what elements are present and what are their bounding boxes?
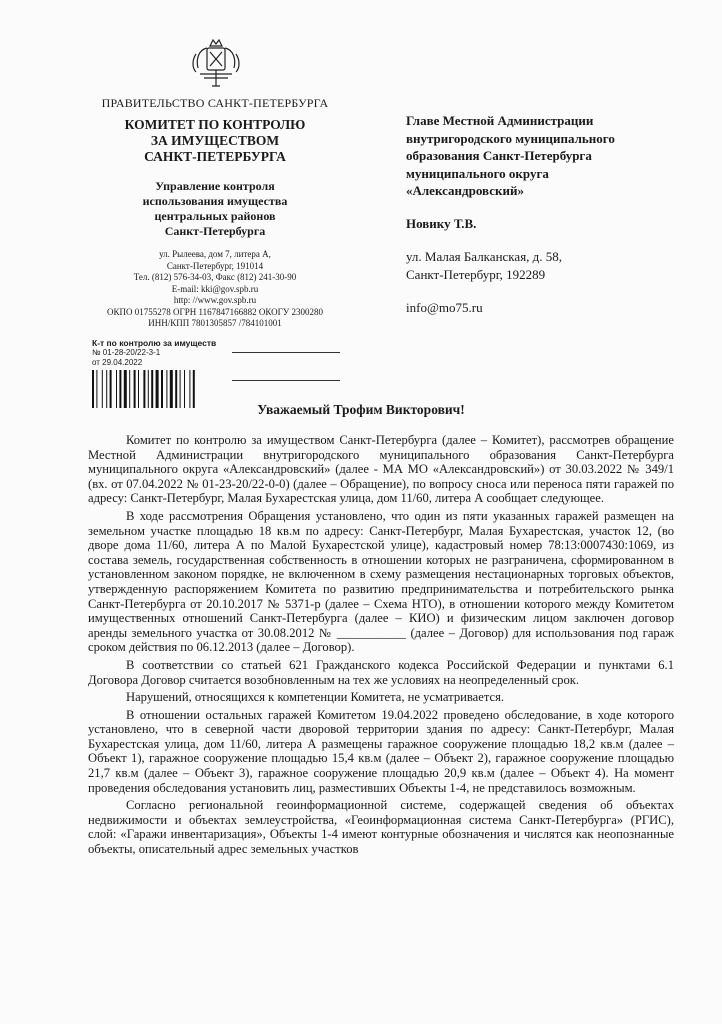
recipient-block — [406, 112, 696, 316]
paragraph: В отношении остальных гаражей Комитетом 19.04.2022 проведено обследование, в ходе которого установлено, что в северной части дворовой территории здания по адресу: Санкт-Петербург, Малая Бухарестская улица, дом 11/60, литера А размещены гаражное сооружение площадью 18,2 кв.м (далее – Объект 1), гаражное сооружение площадью 15,4 кв.м (далее – Объект 2), гаражное сооружение площадью 21,7 кв.м (далее – Объект 3), гаражное сооружение площадью 20,9 кв.м (далее – Объект 4). На момент проведения обследования установить лиц, разместивших Объекты 1-4, не представилось возможным. — [88, 707, 674, 795]
sender-block — [70, 96, 360, 330]
greeting: Уважаемый Трофим Викторович! — [257, 402, 465, 417]
sender-contacts: ул. Рылеева, дом 7, литера А, Санкт-Петербург, 191014 Тел. (812) 576-34-03, Факс (812) 241-30-90 E-mail: kki@gov.spb.ru http: //www.gov.spb.ru ОКПО 01755278 ОГРН 1167847166882 ОКОГУ 2300280 ИНН/КПП 7801305857 /784101001 — [107, 249, 323, 328]
blank-line — [232, 380, 340, 381]
letter-body — [88, 433, 674, 857]
committee-name: КОМИТЕТ ПО КОНТРОЛЮ ЗА ИМУЩЕСТВОМ САНКТ-ПЕТЕРБУРГА — [124, 117, 306, 164]
paragraph: Комитет по контролю за имуществом Санкт-Петербурга (далее – Комитет), рассмотрев обращение Местной Администрации внутригородского муниципального образования Санкт-Петербурга муниципального округа «Александровский» (далее - МА МО «Александровский») от 30.03.2022 № 349/1 (вх. от 07.04.2022 № 01-23-20/22-0-0) (далее – Обращение), по вопросу сноса или переноса пяти гаражей по адресу: Санкт-Петербург, Малая Бухарестская улица, дом 11/60, литера А сообщает следующее. — [88, 433, 674, 506]
paragraph: Нарушений, относящихся к компетенции Комитета, не усматривается. — [126, 690, 505, 705]
recipient-name: Новику Т.В. — [406, 215, 477, 231]
paragraph: В ходе рассмотрения Обращения установлено, что один из пяти указанных гаражей размещен на земельном участке площадью 18 кв.м по адресу: Санкт-Петербург, Малая Бухарестская, участок 12, (во дворе дома 11/60, литера А по Малой Бухарестской улице), кадастровый номер 78:13:0007430:1069, из состава земель, государственная собственность в отношении которых не разграничена, сформированном в установленном законом порядке, не включенном в схему размещения нестационарных торговых объектов, утвержденную распоряжением Комитета по развитию предпринимательства и потребительского рынка Санкт-Петербурга от 20.10.2017 № 5371-р (далее – Схема НТО), в отношении которого между Комитетом имущественных отношений Санкт-Петербурга (далее – КИО) и физическим лицом заключен договор аренды земельного участка от 30.08.2012 № ___________ (далее – Договор) для использования под гараж сроком действия по 06.12.2013 (далее – Договор). — [88, 508, 674, 655]
blank-line — [232, 352, 340, 353]
recipient-address: ул. Малая Балканская, д. 58, Санкт-Петербург, 192289 — [406, 248, 563, 282]
registration-number: № 01-28-20/22-3-1 — [92, 348, 161, 357]
recipient-title: Главе Местной Администрации внутригородского муниципального образования Санкт-Петербурга муниципального округа «Александровский» — [406, 113, 615, 198]
coat-of-arms-icon — [186, 34, 246, 94]
registration-title: К-т по контролю за имуществ — [92, 338, 217, 348]
recipient-email: info@mo75.ru — [406, 299, 483, 315]
paragraph: В соответствии со статьей 621 Гражданского кодекса Российской Федерации и пунктами 6.1 Договора Договор считается возобновленным на тех же условиях на неопределенный срок. — [88, 657, 674, 687]
registration-date: от 29.04.2022 — [92, 358, 143, 367]
government-name: ПРАВИТЕЛЬСТВО САНКТ-ПЕТЕРБУРГА — [101, 96, 329, 110]
registration-stamp — [92, 338, 216, 368]
department-name: Управление контроля использования имущества центральных районов Санкт-Петербурга — [142, 179, 288, 238]
paragraph: Согласно региональной геоинформационной системе, содержащей сведения об объектах недвижимости и объектах землеустройства, «Геоинформационная система Санкт-Петербурга» (РГИС), слой: «Гаражи инвентаризация», Объекты 1-4 имеют контурные обозначения и числятся как неопознанные объекты, описательный адрес земельных участков — [88, 798, 674, 857]
